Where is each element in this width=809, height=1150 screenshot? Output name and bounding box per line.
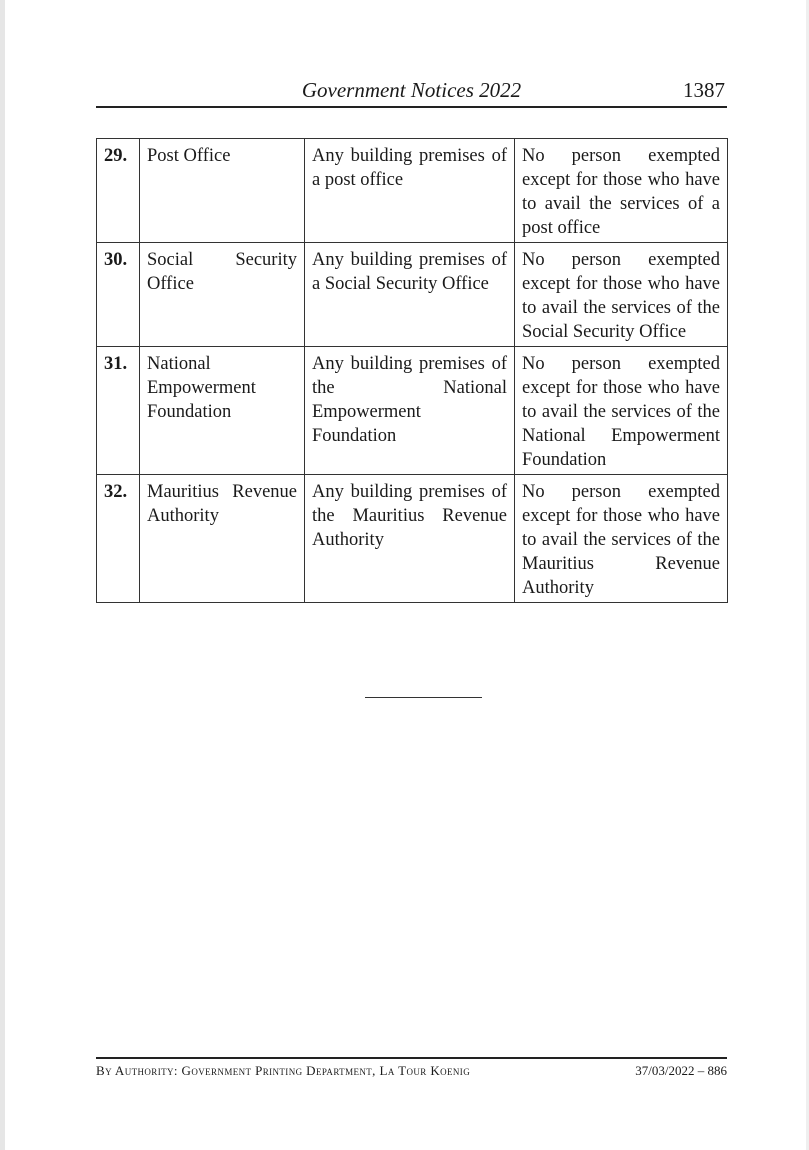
row-number: 30. [97, 243, 140, 347]
page-header [96, 78, 727, 106]
table-row [97, 243, 728, 347]
premises-description: Any building premises of a Social Security Office [305, 243, 515, 347]
exemption-text: No person exempted except for those who have to avail the services of a post office [515, 139, 728, 243]
notice-table [96, 138, 728, 603]
page-number: 1387 [683, 78, 725, 102]
place-name: Social Security Office [140, 243, 305, 347]
place-name: National Empowerment Foundation [140, 347, 305, 475]
table-row [97, 475, 728, 603]
exemption-text: No person exempted except for those who have to avail the services of the National Empowerment Foundation [515, 347, 728, 475]
place-name: Post Office [140, 139, 305, 243]
row-number: 31. [97, 347, 140, 475]
table-row [97, 347, 728, 475]
place-name: Mauritius Revenue Authority [140, 475, 305, 603]
table-row [97, 139, 728, 243]
header-rule [96, 106, 727, 108]
premises-description: Any building premises of the Mauritius Revenue Authority [305, 475, 515, 603]
page-title: Government Notices 2022 [301, 78, 522, 102]
exemption-text: No person exempted except for those who have to avail the services of the Mauritius Revenue Authority [515, 475, 728, 603]
footer-reference: 37/03/2022 – 886 [635, 1063, 727, 1078]
footer-rule [96, 1057, 727, 1059]
premises-description: Any building premises of the National Empowerment Foundation [305, 347, 515, 475]
row-number: 32. [97, 475, 140, 603]
exemption-text: No person exempted except for those who have to avail the services of the Social Security Office [515, 243, 728, 347]
page-left-edge [0, 0, 5, 1150]
section-separator [365, 697, 482, 698]
footer-authority: By Authority: Government Printing Department, La Tour Koenig [96, 1063, 471, 1078]
row-number: 29. [97, 139, 140, 243]
premises-description: Any building premises of a post office [305, 139, 515, 243]
